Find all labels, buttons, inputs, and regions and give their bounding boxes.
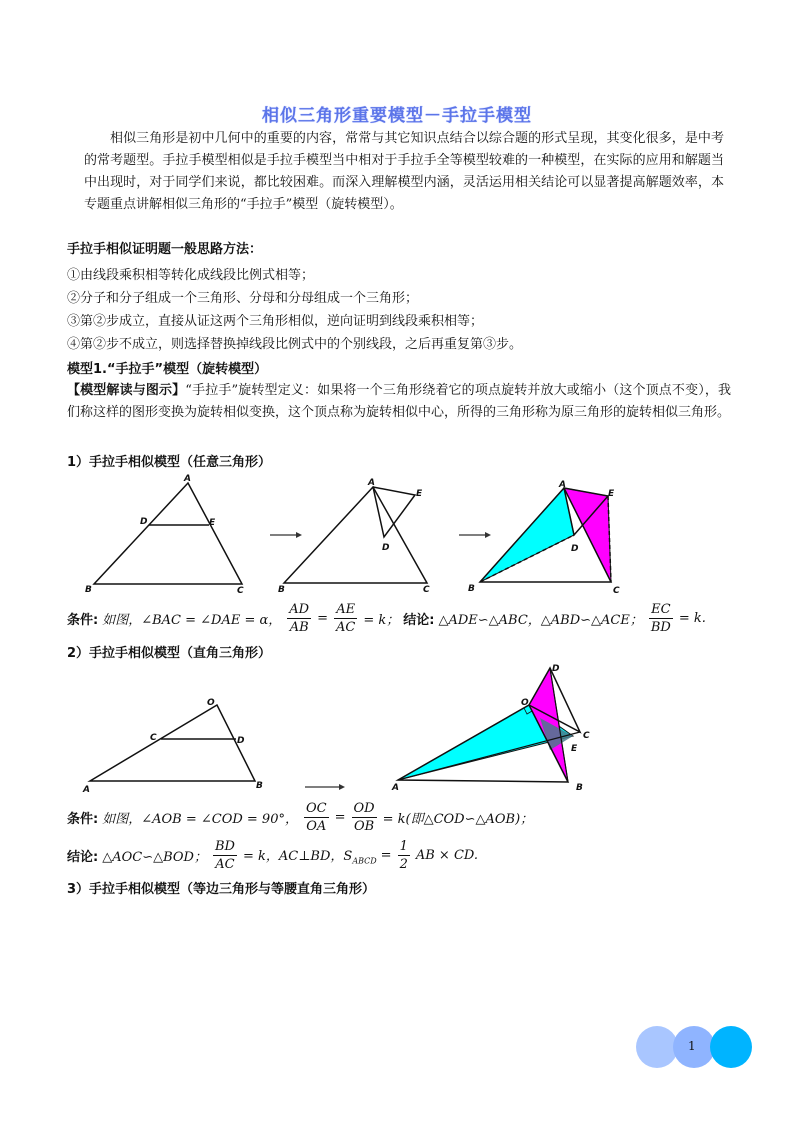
sub3-heading: 3）手拉手相似模型（等边三角形与等腰直角三角形） bbox=[67, 882, 376, 897]
fraction bbox=[352, 800, 377, 835]
label-D: D bbox=[140, 517, 148, 527]
fraction bbox=[304, 800, 329, 835]
figure-1c bbox=[465, 475, 635, 595]
intro-paragraph: 相似三角形是初中几何中的重要的内容，常常与其它知识点结合以综合题的形式呈现，其变化很多，是中考的常考题型。手拉手模型相似是手拉手模型当中相对于手拉手全等模型较难的一种模型，在实际的应用和解题当中出现时，对于同学们来说，都比较困难。而深入理解模型内涵，灵活运用相关结论可以显著提高解题效率，本专题重点讲解相似三角形的“手拉手”模型（旋转模型）。 bbox=[84, 131, 724, 212]
label-A: A bbox=[392, 783, 399, 793]
sub2-heading: 2）手拉手相似模型（直角三角形） bbox=[67, 646, 272, 661]
method-step: ②分子和分子组成一个三角形、分母和分母组成一个三角形； bbox=[67, 291, 419, 306]
frac-num: BD bbox=[214, 839, 235, 854]
method-step: ③第②步成立，直接从证这两个三角形相似，逆向证明到线段乘积相等； bbox=[67, 314, 484, 329]
frac-num: OD bbox=[353, 801, 375, 816]
frac-num: AD bbox=[289, 602, 310, 617]
cond-label: 条件: bbox=[67, 812, 99, 827]
page-number-badge bbox=[636, 1026, 752, 1068]
figure-1b bbox=[275, 475, 445, 595]
label-C: C bbox=[613, 586, 620, 596]
label-C: C bbox=[150, 733, 157, 743]
frac-num: 1 bbox=[399, 839, 408, 854]
def-text: “手拉手”旋转型定义：如果将一个三角形绕着它的项点旋转并放大或缩小（这个顶点不变），我们称这样的图形变换为旋转相似变换，这个顶点称为旋转相似中心，所得的三角形称为原三角形的旋转相似三角形。 bbox=[67, 383, 731, 420]
frac-num: EC bbox=[651, 602, 671, 617]
fraction bbox=[334, 601, 357, 636]
concl-text bbox=[243, 845, 377, 866]
cond-text: 如图，∠BAC = ∠DAE = α， bbox=[102, 613, 282, 628]
label-A: A bbox=[559, 480, 566, 490]
frac-den: OB bbox=[353, 819, 375, 834]
label-O: O bbox=[521, 698, 529, 708]
page-number: 1 bbox=[688, 1039, 696, 1053]
figure-2a bbox=[80, 695, 270, 795]
label-E: E bbox=[608, 489, 615, 499]
pager-circle-right bbox=[710, 1026, 752, 1068]
frac-den: 2 bbox=[399, 857, 408, 872]
concl-label: 结论: bbox=[67, 850, 99, 865]
concl-text: AB × CD. bbox=[415, 848, 478, 863]
label-E: E bbox=[571, 744, 578, 754]
fraction bbox=[649, 601, 673, 636]
concl-text: △AOC∽△BOD； bbox=[102, 850, 207, 865]
concl-label: 结论: bbox=[403, 613, 435, 628]
method-step: ④第②步不成立，则选择替换掉线段比例式中的个别线段，之后再重复第③步。 bbox=[67, 337, 523, 352]
fraction bbox=[398, 838, 410, 873]
sub1-condition bbox=[67, 601, 706, 636]
frac-den: AC bbox=[336, 620, 356, 635]
label-C: C bbox=[237, 586, 244, 596]
label-B: B bbox=[85, 585, 92, 595]
concl-text: △ADE∽△ABC，△ABD∽△ACE； bbox=[438, 613, 643, 628]
label-E: E bbox=[416, 489, 423, 499]
frac-num: OC bbox=[305, 801, 327, 816]
label-C: C bbox=[423, 585, 430, 595]
label-O: O bbox=[207, 698, 215, 708]
figure-1a bbox=[85, 475, 255, 595]
sub2-condition bbox=[67, 800, 533, 835]
frac-den: BD bbox=[650, 620, 671, 635]
concl-mid: = k，AC⊥BD，S bbox=[242, 849, 353, 865]
arrow-3 bbox=[305, 782, 345, 792]
model1-heading: 模型1.“手拉手”模型（旋转模型） bbox=[67, 362, 268, 377]
label-D: D bbox=[382, 543, 390, 553]
cond-label: 条件: bbox=[67, 613, 99, 628]
frac-den: AC bbox=[215, 857, 235, 872]
def-label: 【模型解读与图示】 bbox=[67, 383, 186, 398]
frac-num: AE bbox=[336, 602, 356, 617]
cond-text: = k； bbox=[363, 613, 400, 628]
method-step: ①由线段乘积相等转化成线段比例式相等； bbox=[67, 268, 315, 283]
label-A: A bbox=[368, 478, 375, 488]
label-C: C bbox=[583, 731, 590, 741]
sub1-heading: 1）手拉手相似模型（任意三角形） bbox=[67, 455, 272, 470]
label-A: A bbox=[83, 785, 90, 795]
label-D: D bbox=[237, 736, 245, 746]
equals: = bbox=[334, 810, 346, 825]
label-B: B bbox=[468, 584, 475, 594]
equals: = bbox=[317, 611, 328, 626]
label-D: D bbox=[571, 544, 579, 554]
method-heading: 手拉手相似证明题一般思路方法： bbox=[67, 242, 263, 257]
label-E: E bbox=[209, 518, 216, 528]
cond-text: 如图，∠AOB = ∠COD = 90°， bbox=[102, 812, 298, 827]
fraction bbox=[287, 601, 311, 636]
concl-sub: ABCD bbox=[352, 856, 377, 866]
equals: = bbox=[380, 848, 392, 863]
label-B: B bbox=[256, 781, 263, 791]
label-B: B bbox=[278, 585, 285, 595]
sub2-conclusion bbox=[67, 838, 478, 873]
label-D: D bbox=[552, 664, 560, 674]
model1-definition bbox=[67, 380, 731, 424]
figure-2b bbox=[390, 660, 610, 795]
cond-text: = k(即△COD∽△AOB)； bbox=[382, 812, 534, 827]
fraction bbox=[213, 838, 237, 873]
page-title: 相似三角形重要模型－手拉手模型 bbox=[262, 106, 532, 126]
label-B: B bbox=[576, 783, 583, 793]
label-A: A bbox=[184, 474, 191, 484]
concl-text: = k. bbox=[678, 611, 706, 626]
frac-den: OA bbox=[306, 819, 327, 834]
pager-circle-left bbox=[636, 1026, 678, 1068]
frac-den: AB bbox=[289, 620, 309, 635]
